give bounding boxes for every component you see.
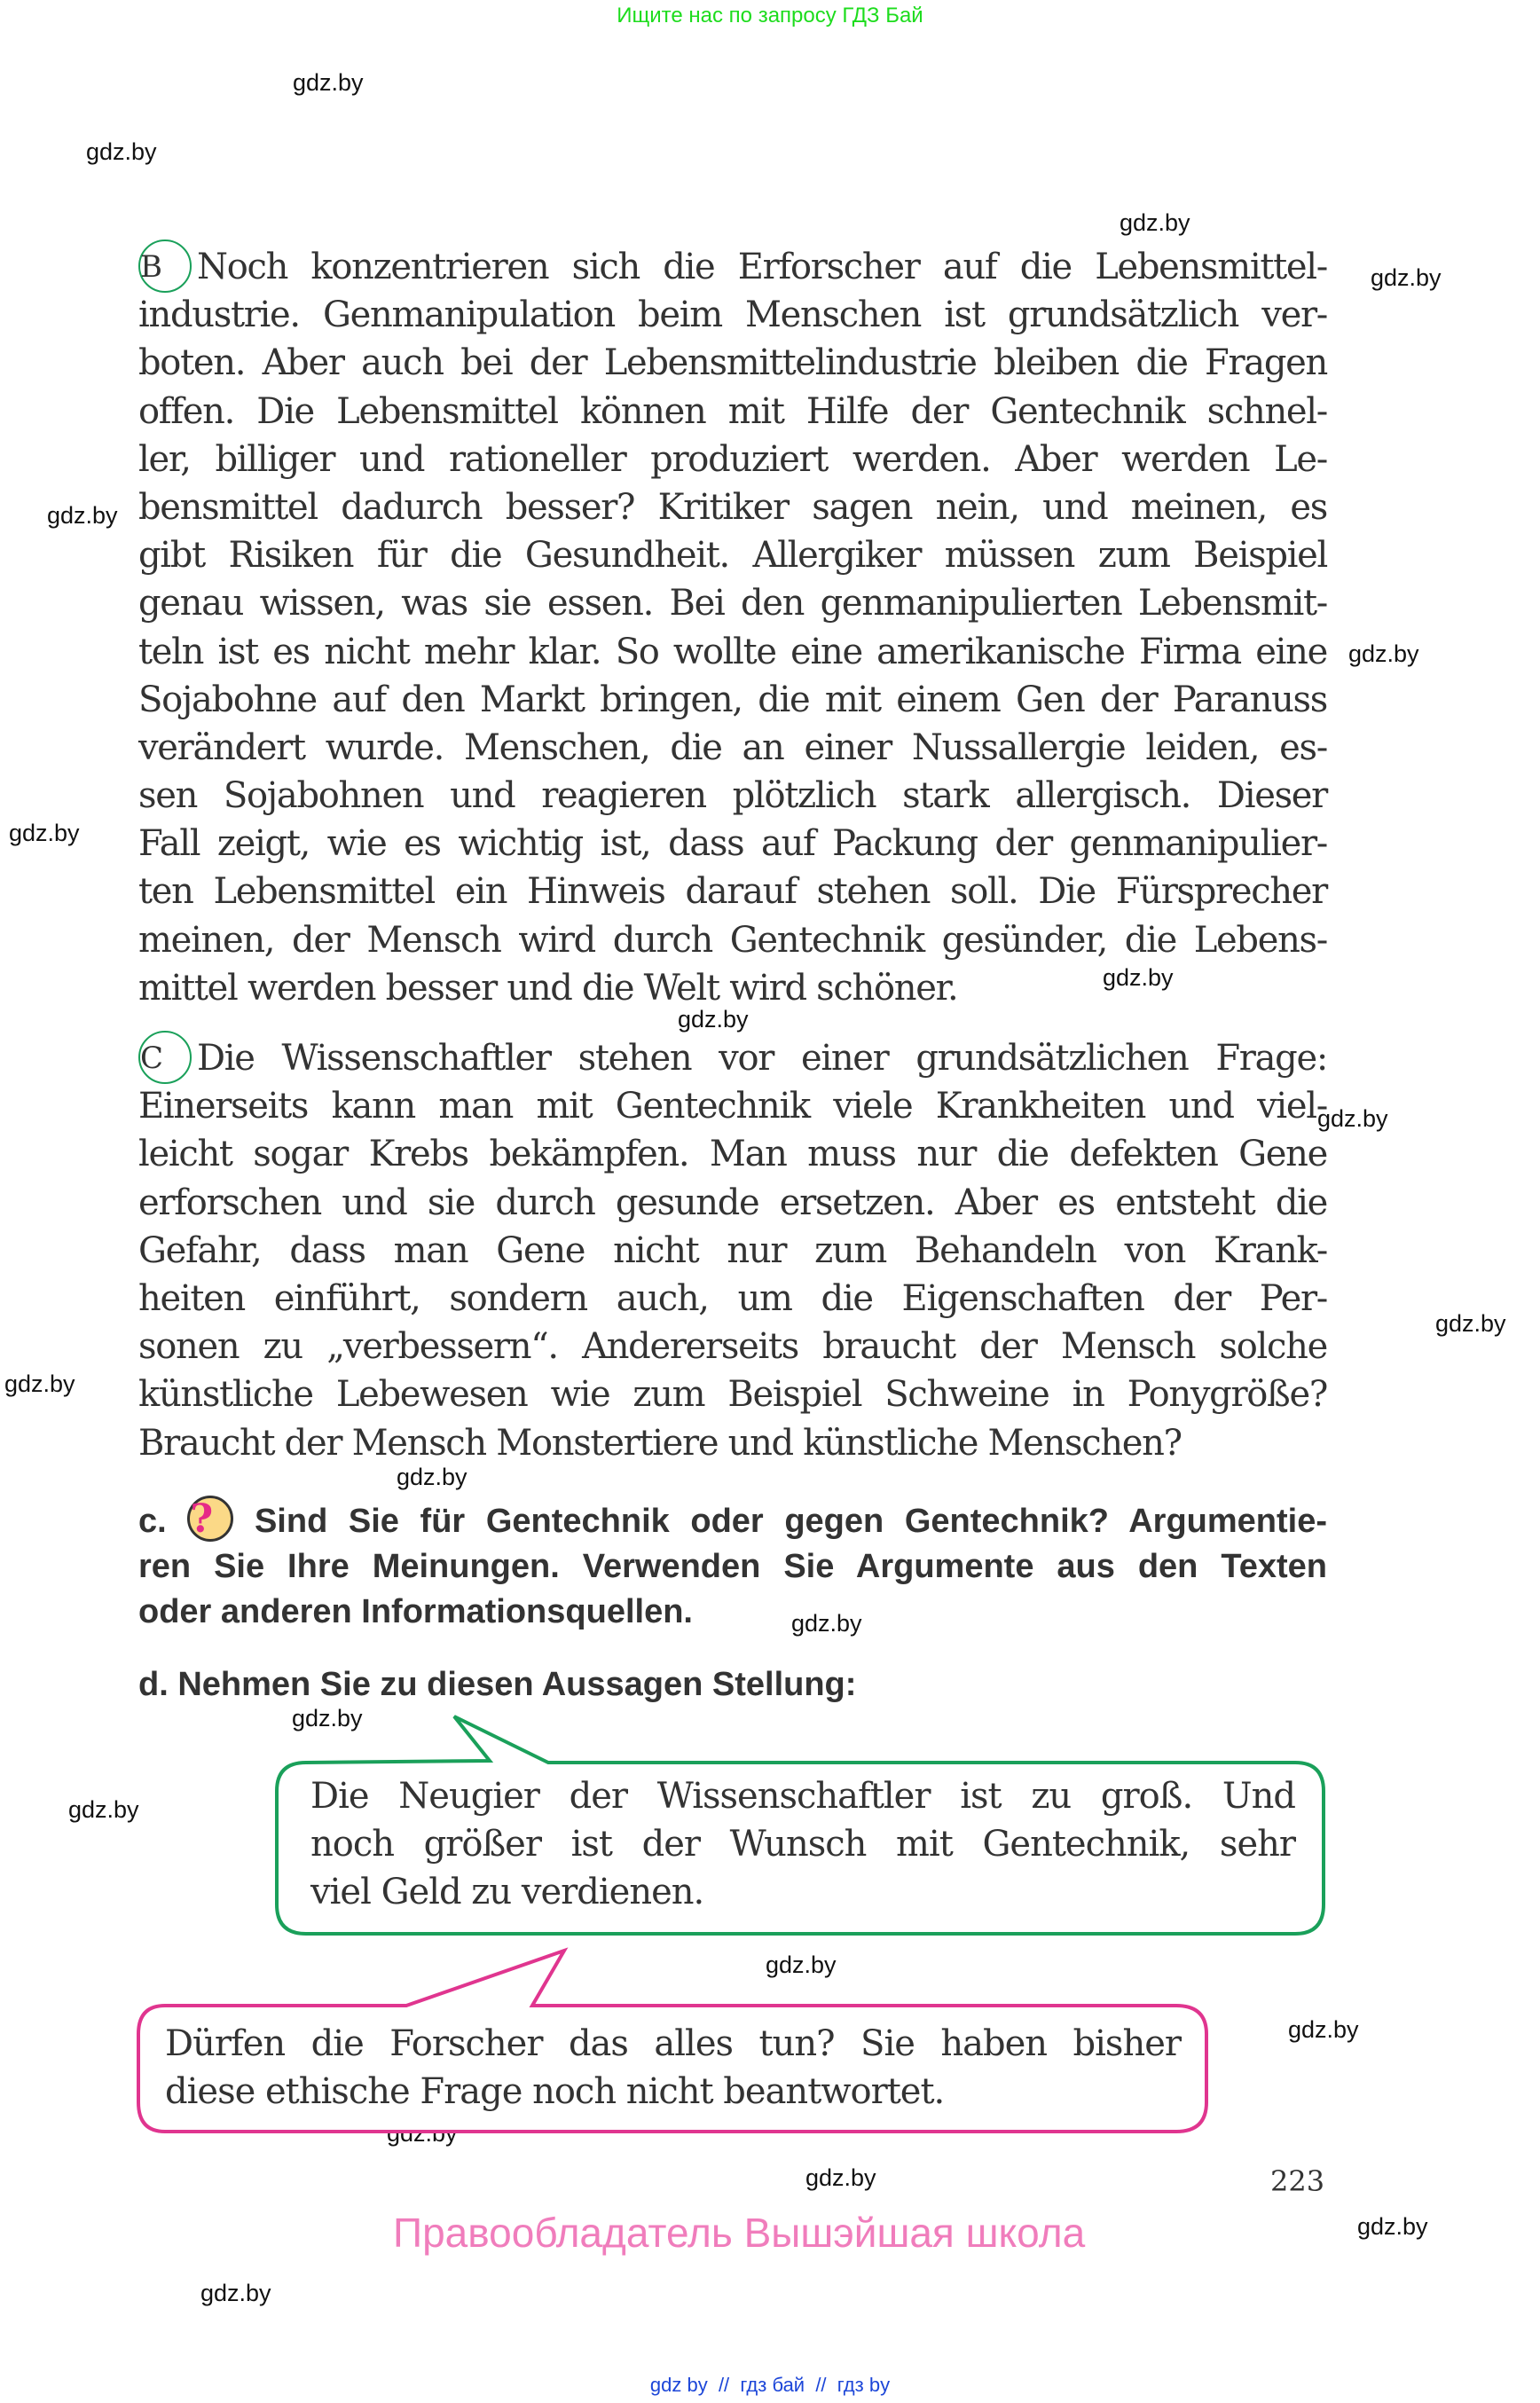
section-c-line-0: C Die Wissenschaftler stehen vor einer grundsätzlichen Frage: bbox=[138, 1034, 1327, 1082]
watermark: gdz.by bbox=[9, 820, 80, 846]
section-c-line: sonen zu „verbessern“. Andererseits braucht der Mensch solche bbox=[138, 1326, 1327, 1368]
section-b-line: ten Lebensmittel ein Hinweis darauf stehen soll. Die Fürsprecher bbox=[138, 871, 1327, 913]
watermark: gdz.by bbox=[1357, 2213, 1428, 2240]
section-c-line: heiten einführt, sondern auch, um die Eigenschaften der Per- bbox=[138, 1277, 1327, 1319]
section-b-line: teln ist es nicht mehr klar. So wollte eine amerikanische Firma eine bbox=[138, 631, 1327, 672]
section-c bbox=[138, 1034, 1327, 1467]
section-c-line: leicht sogar Krebs bekämpfen. Man muss nur die defekten Gene bbox=[138, 1134, 1327, 1175]
task-c-line: oder anderen Informationsquellen. bbox=[138, 1593, 693, 1630]
watermark: gdz.by bbox=[1435, 1310, 1506, 1337]
section-b-line: ler, billiger und rationeller produziert werden. Aber werden Le- bbox=[138, 438, 1327, 480]
pink-bubble-text: Dürfen die Forscher das alles tun? Sie haben bisher diese ethische Frage noch nicht beantwortet. bbox=[165, 2023, 1181, 2113]
section-c-line: Einerseits kann man mit Gentechnik viele Krankheiten und viel- bbox=[138, 1086, 1327, 1127]
watermark: gdz.by bbox=[1120, 209, 1190, 236]
section-b-line-0: B Noch konzentrieren sich die Erforscher auf die Lebensmittel- bbox=[138, 243, 1327, 291]
green-bubble-text: Die Neugier der Wissenschaftler ist zu groß. Und noch größer ist der Wunsch mit Gentechnik, sehr viel Geld zu verdienen. bbox=[310, 1776, 1295, 1913]
page-number: 223 bbox=[1270, 2164, 1325, 2198]
section-b-line: offen. Die Lebensmittel können mit Hilfe der Gentechnik schnel- bbox=[138, 390, 1327, 432]
section-b-line: boten. Aber auch bei der Lebensmittelindustrie bleiben die Fragen bbox=[138, 342, 1327, 384]
watermark: gdz.by bbox=[791, 1610, 862, 1637]
watermark: gdz.by bbox=[47, 502, 118, 529]
section-c-line: Braucht der Mensch Monstertiere und künstliche Menschen? bbox=[138, 1422, 1182, 1464]
section-b-line: Fall zeigt, wie es wichtig ist, dass auf Packung der genmanipulier- bbox=[138, 823, 1327, 865]
question-icon: ? bbox=[187, 1496, 233, 1542]
watermark: gdz.by bbox=[68, 1796, 139, 1823]
section-b-line: sen Sojabohnen und reagieren plötzlich stark allergisch. Dieser bbox=[138, 775, 1327, 817]
watermark: gdz.by bbox=[1317, 1105, 1388, 1132]
section-b-line: bensmittel dadurch besser? Kritiker sagen nein, und meinen, es bbox=[138, 486, 1327, 528]
section-b-line: gibt Risiken für die Gesundheit. Allergiker müssen zum Beispiel bbox=[138, 535, 1327, 577]
section-b-line: Sojabohne auf den Markt bringen, die mit einem Gen der Paranuss bbox=[138, 679, 1327, 720]
section-c-line: erforschen und sie durch gesunde ersetzen. Aber es entsteht die bbox=[138, 1182, 1327, 1223]
task-c-line: ren Sie Ihre Meinungen. Verwenden Sie Argumente aus den Texten bbox=[138, 1548, 1327, 1585]
watermark: gdz.by bbox=[397, 1464, 468, 1490]
watermark: gdz.by bbox=[86, 138, 157, 165]
watermark: gdz.by bbox=[1371, 264, 1442, 291]
section-b-line: verändert wurde. Menschen, die an einer Nussallergie leiden, es- bbox=[138, 726, 1327, 768]
watermark: gdz.by bbox=[200, 2280, 271, 2306]
watermark: gdz.by bbox=[766, 1951, 837, 1978]
section-c-line: Gefahr, dass man Gene nicht nur zum Behandeln von Krank- bbox=[138, 1229, 1327, 1271]
section-b-line: genau wissen, was sie essen. Bei den genmanipulierten Lebensmit- bbox=[138, 583, 1327, 624]
watermark: gdz.by bbox=[678, 1006, 749, 1033]
task-c-line: Sind Sie für Gentechnik oder gegen Gentechnik? Argumentie- bbox=[254, 1503, 1327, 1540]
section-b bbox=[138, 243, 1327, 1012]
section-b-badge: B bbox=[138, 240, 192, 293]
watermark: gdz.by bbox=[1348, 640, 1419, 667]
footer-links: gdz by // гдз бай // гдз by bbox=[649, 2374, 891, 2396]
task-c bbox=[138, 1496, 1327, 1635]
watermark: gdz.by bbox=[293, 69, 364, 96]
watermark: gdz.by bbox=[292, 1705, 363, 1732]
section-c-badge: C bbox=[138, 1031, 192, 1084]
watermark: gdz.by bbox=[4, 1370, 75, 1397]
copyright-notice: Правообладатель Вышэйшая школа bbox=[393, 2210, 1086, 2256]
task-d-heading: d. Nehmen Sie zu diesen Aussagen Stellung: bbox=[138, 1666, 857, 1703]
section-b-line: industrie. Genmanipulation beim Menschen ist grundsätzlich ver- bbox=[138, 294, 1327, 336]
watermark: gdz.by bbox=[805, 2164, 876, 2191]
watermark: gdz.by bbox=[1288, 2016, 1359, 2043]
top-banner: Ищите нас по запросу ГДЗ Бай bbox=[617, 4, 923, 27]
task-c-letter: c. bbox=[138, 1503, 167, 1540]
section-b-line: meinen, der Mensch wird durch Gentechnik gesünder, die Lebens- bbox=[138, 919, 1327, 961]
section-c-line: künstliche Lebewesen wie zum Beispiel Schweine in Ponygröße? bbox=[138, 1374, 1327, 1416]
section-b-line: mittel werden besser und die Welt wird schöner. bbox=[138, 967, 958, 1009]
watermark: gdz.by bbox=[1103, 964, 1174, 991]
